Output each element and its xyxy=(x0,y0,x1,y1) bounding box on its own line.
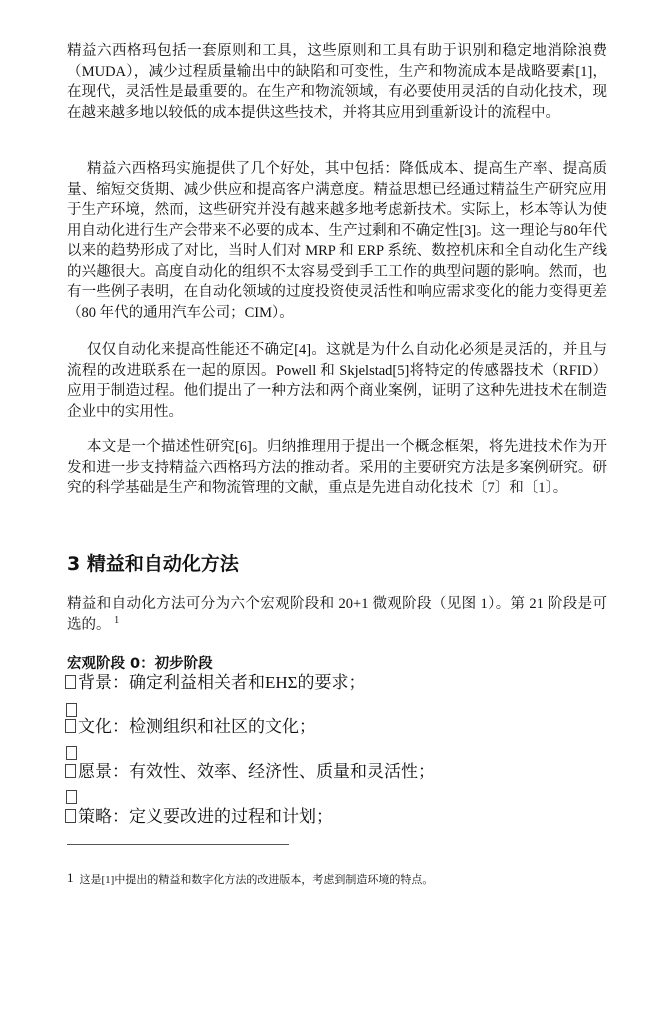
macro-phase-item xyxy=(65,806,625,828)
section-intro-text: 精益和自动化方法可分为六个宏观阶段和 20+1 微观阶段（见图 1）。第 21 阶段是可选的。 xyxy=(67,596,607,633)
missing-glyph-box xyxy=(65,719,76,733)
body-paragraph-3: 仅仅自动化来提高性能还不确定[4]。这就是为什么自动化必须是灵活的，并且与流程的改进联系在一起的原因。Powell 和 Skjelstad[5]将特定的传感器技术（RFID）应用于制造过程。他们提出了一种方法和两个商业案例，证明了这种先进技术在制造企业中的实用性。 xyxy=(67,342,607,420)
footnote-text: 这是[1]中提出的精益和数字化方法的改进版本，考虑到制造环境的特点。 xyxy=(79,874,434,886)
macro-phase-item-text: 策略：定义要改进的过程和计划； xyxy=(78,807,333,826)
missing-glyph-box xyxy=(66,790,77,804)
body-paragraph-4: 本文是一个描述性研究[6]。归纳推理用于提出一个概念框架，将先进技术作为开发和进一步支持精益六西格玛方法的推动者。采用的主要研究方法是多案例研究。研究的科学基础是生产和物流管理的文献，重点是先进自动化技术〔7〕和〔1〕。 xyxy=(67,439,607,496)
macro-phase-item-text: 文化：检测组织和社区的文化； xyxy=(78,717,316,736)
missing-glyph-box xyxy=(65,764,76,778)
footnote-ref: 1 xyxy=(114,614,120,626)
missing-glyph-box xyxy=(66,703,77,717)
section-heading: 3 精益和自动化方法 xyxy=(67,553,239,575)
macro-phase-item-text: 背景：确定利益相关者和EHΣ的要求； xyxy=(78,673,366,692)
macro-phase-item-text: 愿景：有效性、效率、经济性、质量和灵活性； xyxy=(78,762,435,781)
macro-phase-item xyxy=(65,672,625,694)
body-paragraph-2: 精益六西格玛实施提供了几个好处，其中包括：降低成本、提高生产率、提高质量、缩短交货期、减少供应和提高客户满意度。精益思想已经通过精益生产研究应用于生产环境，然而，这些研究并没有越来越多地考虑新技术。实际上，杉本等认为使用自动化进行生产会带来不必要的成本、生产过剩和不确定性[3]。这一理论与80年代以来的趋势形成了对比，当时人们对 MRP 和 ERP 系统、数控机床和全自动化生产线的兴趣很大。高度自动化的组织不太容易受到手工工作的典型问题的影响。然而，也有一些例子表明，在自动化领域的过度投资使灵活性和响应需求变化的能力变得更差（80 年代的通用汽车公司；CIM）。 xyxy=(67,161,607,321)
missing-glyph-box xyxy=(65,675,76,689)
macro-phase-item xyxy=(65,761,625,783)
macro-phase-heading: 宏观阶段 0：初步阶段 xyxy=(67,656,213,672)
missing-glyph-box xyxy=(65,809,76,823)
section-intro xyxy=(67,594,607,635)
footnote-divider xyxy=(67,844,289,845)
body-paragraph-1: 精益六西格玛包括一套原则和工具，这些原则和工具有助于识别和稳定地消除浪费（MUDA），减少过程质量输出中的缺陷和可变性，生产和物流成本是战略要素[1]，在现代，灵活性是最重要的。在生产和物流领域，有必要使用灵活的自动化技术，现在越来越多地以较低的成本提供这些技术，并将其应用到重新设计的流程中。 xyxy=(67,43,607,121)
missing-glyph-box xyxy=(66,746,77,760)
footnote-number: 1 xyxy=(67,870,74,885)
footnote xyxy=(67,870,627,888)
macro-phase-item xyxy=(65,716,625,738)
